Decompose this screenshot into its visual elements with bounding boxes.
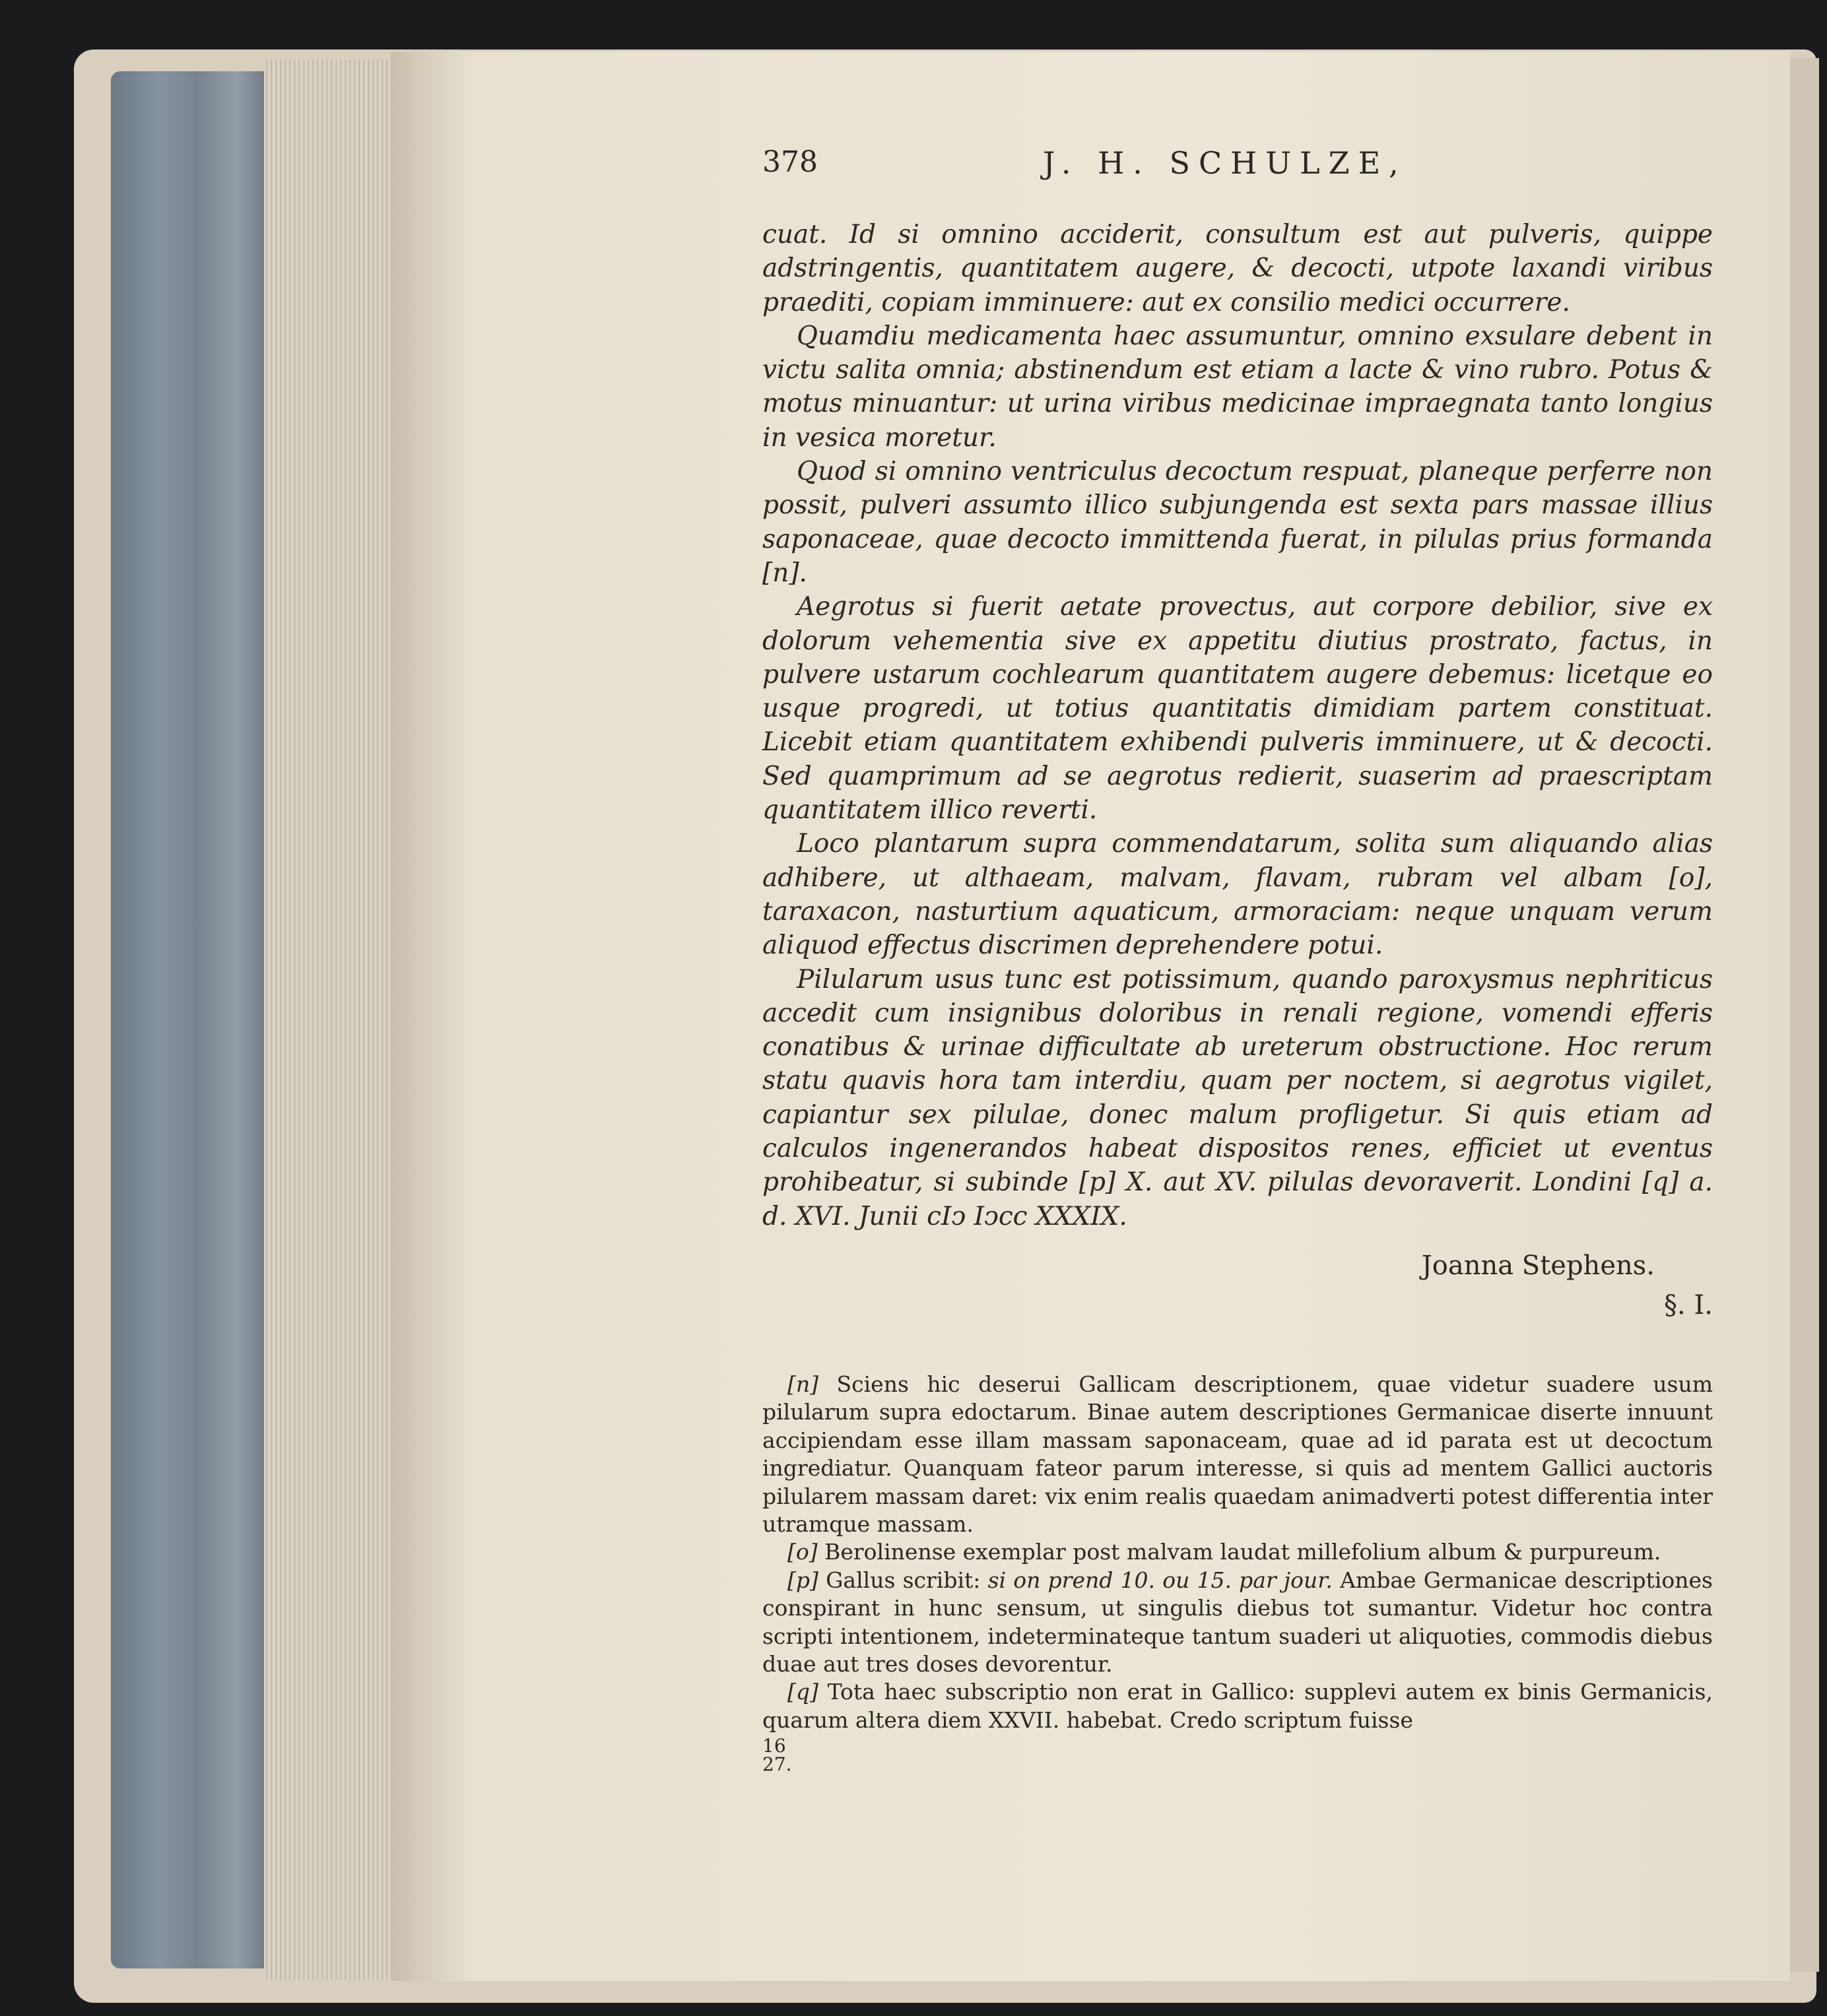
- footnotes: [762, 1371, 1713, 1734]
- footnote-text: Tota haec subscriptio non erat in Gallico: supplevi autem ex binis Germanicis, quarum altera diem XXVII. habebat. Credo scriptum fuisse: [762, 1679, 1713, 1733]
- footnote: [762, 1678, 1713, 1734]
- paragraph: Quamdiu medicamenta haec assumuntur, omnino exsulare debent in victu salita omnia; abstinendum est etiam a lacte & vino rubro. Potus & motus minuantur: ut urina viribus medicinae impraegnata tanto longius in vesica moretur.: [762, 321, 1713, 453]
- footnote-ref: [q]: [787, 1679, 818, 1705]
- footnote: [762, 1371, 1713, 1538]
- facing-page-edge: [1790, 58, 1819, 1972]
- running-head: [762, 139, 1713, 218]
- footnote-ref: [o]: [787, 1539, 818, 1565]
- paragraph: Pilularum usus tunc est potissimum, quando paroxysmus nephriticus accedit cum insignibus doloribus in renali regione, vomendi efferis conatibus & urinae difficultate ab ureterum obstructione. Hoc rerum statu quavis hora tam interdiu, quam per noctem, si aegrotus vigilet, capiantur sex pilulae, donec malum profligetur. Si quis etiam ad calculos ingenerandos habeat dispositos renes, efficiet ut eventus prohibeatur, si subinde [p] X. aut XV. pilulas devoraverit. Londini [q] a. d. XVI. Junii cIↄ Iↄcc XXXIX.: [762, 964, 1713, 1231]
- page-text: [762, 139, 1713, 1774]
- footnote-text: Berolinense exemplar post malvam laudat millefolium album & purpureum.: [824, 1539, 1661, 1565]
- paragraph: cuat. Id si omnino acciderit, consultum est aut pulveris, quippe adstringentis, quantitatem augere, & decocti, utpote laxandi viribus praediti, copiam imminuere: aut ex consilio medici occurrere.: [762, 220, 1713, 317]
- paragraph: Quod si omnino ventriculus decoctum respuat, planeque perferre non possit, pulveri assumto illico subjungenda est sexta pars massae illius saponaceae, quae decocto immittenda fuerat, in pilulas prius formanda [n].: [762, 457, 1713, 588]
- signature: Joanna Stephens.: [1421, 1250, 1655, 1281]
- footnote-text: Gallus scribit:: [826, 1567, 981, 1593]
- main-text: [762, 218, 1713, 1233]
- signature-mark-top: 16: [762, 1735, 786, 1757]
- running-title: J. H. SCHULZE,: [1043, 145, 1407, 181]
- page-number: 378: [762, 145, 818, 179]
- signature-mark-bottom: 27.: [762, 1753, 792, 1776]
- footnote: [762, 1538, 1713, 1566]
- paragraph: Aegrotus si fuerit aetate provectus, aut corpore debilior, sive ex dolorum vehementia sive ex appetitu diutius prostrato, factus, in pulvere ustarum cochlearum quantitatem augere debemus: licetque eo usque progredi, ut totius quantitatis dimidiam partem constituat. Licebit etiam quantitatem exhibendi pulveris imminuere, ut & decocti. Sed quamprimum ad se aegrotus redierit, suaserim ad praescriptam quantitatem illico reverti.: [762, 592, 1713, 826]
- paragraph: Loco plantarum supra commendatarum, solita sum aliquando alias adhibere, ut althaeam, malvam, flavam, rubram vel albam [o], taraxacon, nasturtium aquaticum, armoraciam: neque unquam verum aliquod effectus discrimen deprehendere potui.: [762, 829, 1713, 961]
- footnote-ref: [n]: [787, 1371, 819, 1397]
- footnote-ref: [p]: [787, 1567, 818, 1593]
- footnote-text: Ambae Germanicae descriptiones conspirant in hunc sensum, ut singulis diebus tot sumantur. Videtur hoc contra scripti intentionem, indeterminateque tantum suaderi ut aliquoties, commodis diebus duae aut tres doses devorentur.: [762, 1567, 1713, 1677]
- signature-mark: [762, 1737, 1713, 1774]
- footnote-text: Sciens hic deserui Gallicam descriptionem, quae videtur suadere usum pilularum supra edoctarum. Binae autem descriptiones Germanicae diserte innuunt accipiendam esse illam massam saponaceam, quae ad id parata est ut decoctum ingrediatur. Quanquam fateor parum interesse, si quis ad mentem Gallici auctoris pilularem massam daret: vix enim realis quaedam animadverti potest differentia inter utramque massam.: [762, 1371, 1713, 1537]
- footnote: [762, 1567, 1713, 1679]
- book-fore-edge: [111, 71, 269, 1968]
- page-stack-edge: [264, 59, 396, 1980]
- footnote-quote: si on prend 10. ou 15. par jour.: [987, 1567, 1333, 1593]
- section-mark: §. I.: [1664, 1289, 1713, 1320]
